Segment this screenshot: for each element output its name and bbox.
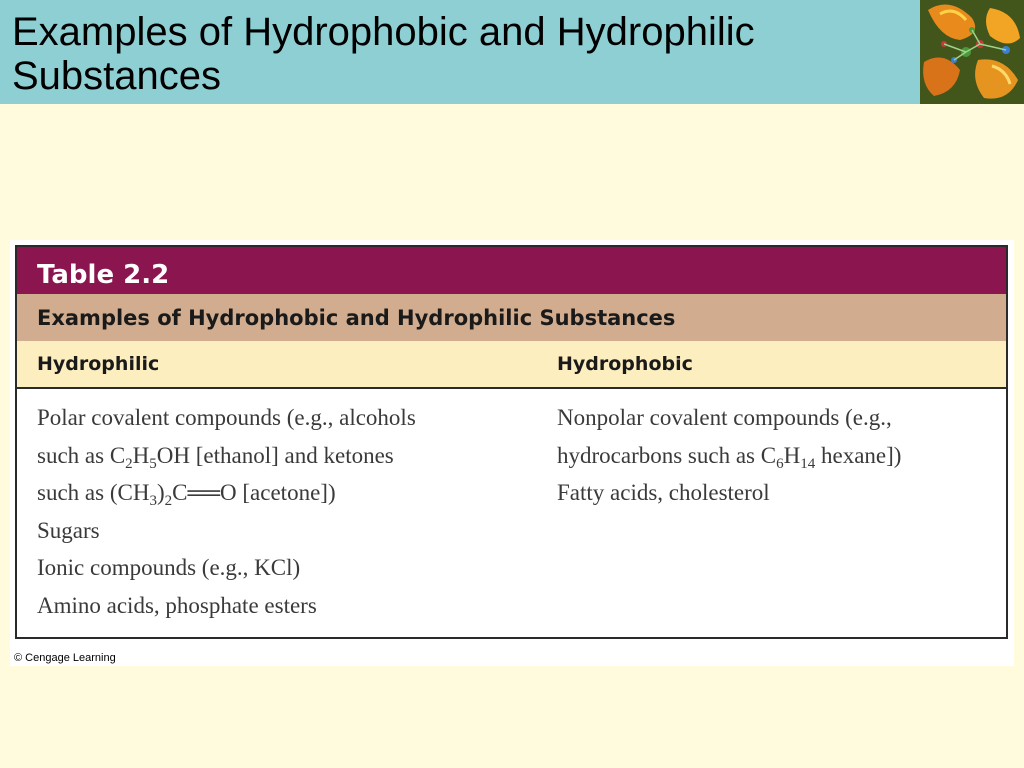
table-caption: Examples of Hydrophobic and Hydrophilic Substances [17,294,1006,341]
table-cell-line: such as $(CH_3)_2C══O$ [acetone]) [37,480,336,510]
table-cell-line: Fatty acids, cholesterol [557,480,770,506]
hydrophobic-column [557,399,997,512]
table-cell-line: such as $C_2H_5OH$ [ethanol] and ketones [37,442,394,472]
hydrophilic-column [37,399,547,625]
table-cell-line: Amino acids, phosphate esters [37,592,317,618]
table-column-headers [17,341,1006,389]
table-cell-line: hydrocarbons such as $C_6H_{14}$ hexane]) [557,442,902,472]
slide-title: Examples of Hydrophobic and Hydrophilic Substances [12,10,755,98]
table-cell-line: Sugars [37,517,100,543]
table-cell-line: Ionic compounds (e.g., KCl) [37,555,301,581]
title-bar [0,0,920,104]
table-figure [10,240,1014,666]
copyright-credit: © Cengage Learning [14,652,116,664]
column-header-hydrophilic: Hydrophilic [37,353,160,375]
table-label: Table 2.2 [17,247,1006,294]
molecule-illustration [920,0,1024,104]
data-table [15,245,1008,639]
table-cell-line: Polar covalent compounds (e.g., alcohols [37,405,416,430]
table-body [17,389,1006,635]
table-cell-line: Nonpolar covalent compounds (e.g., [557,405,892,430]
column-header-hydrophobic: Hydrophobic [557,353,693,375]
